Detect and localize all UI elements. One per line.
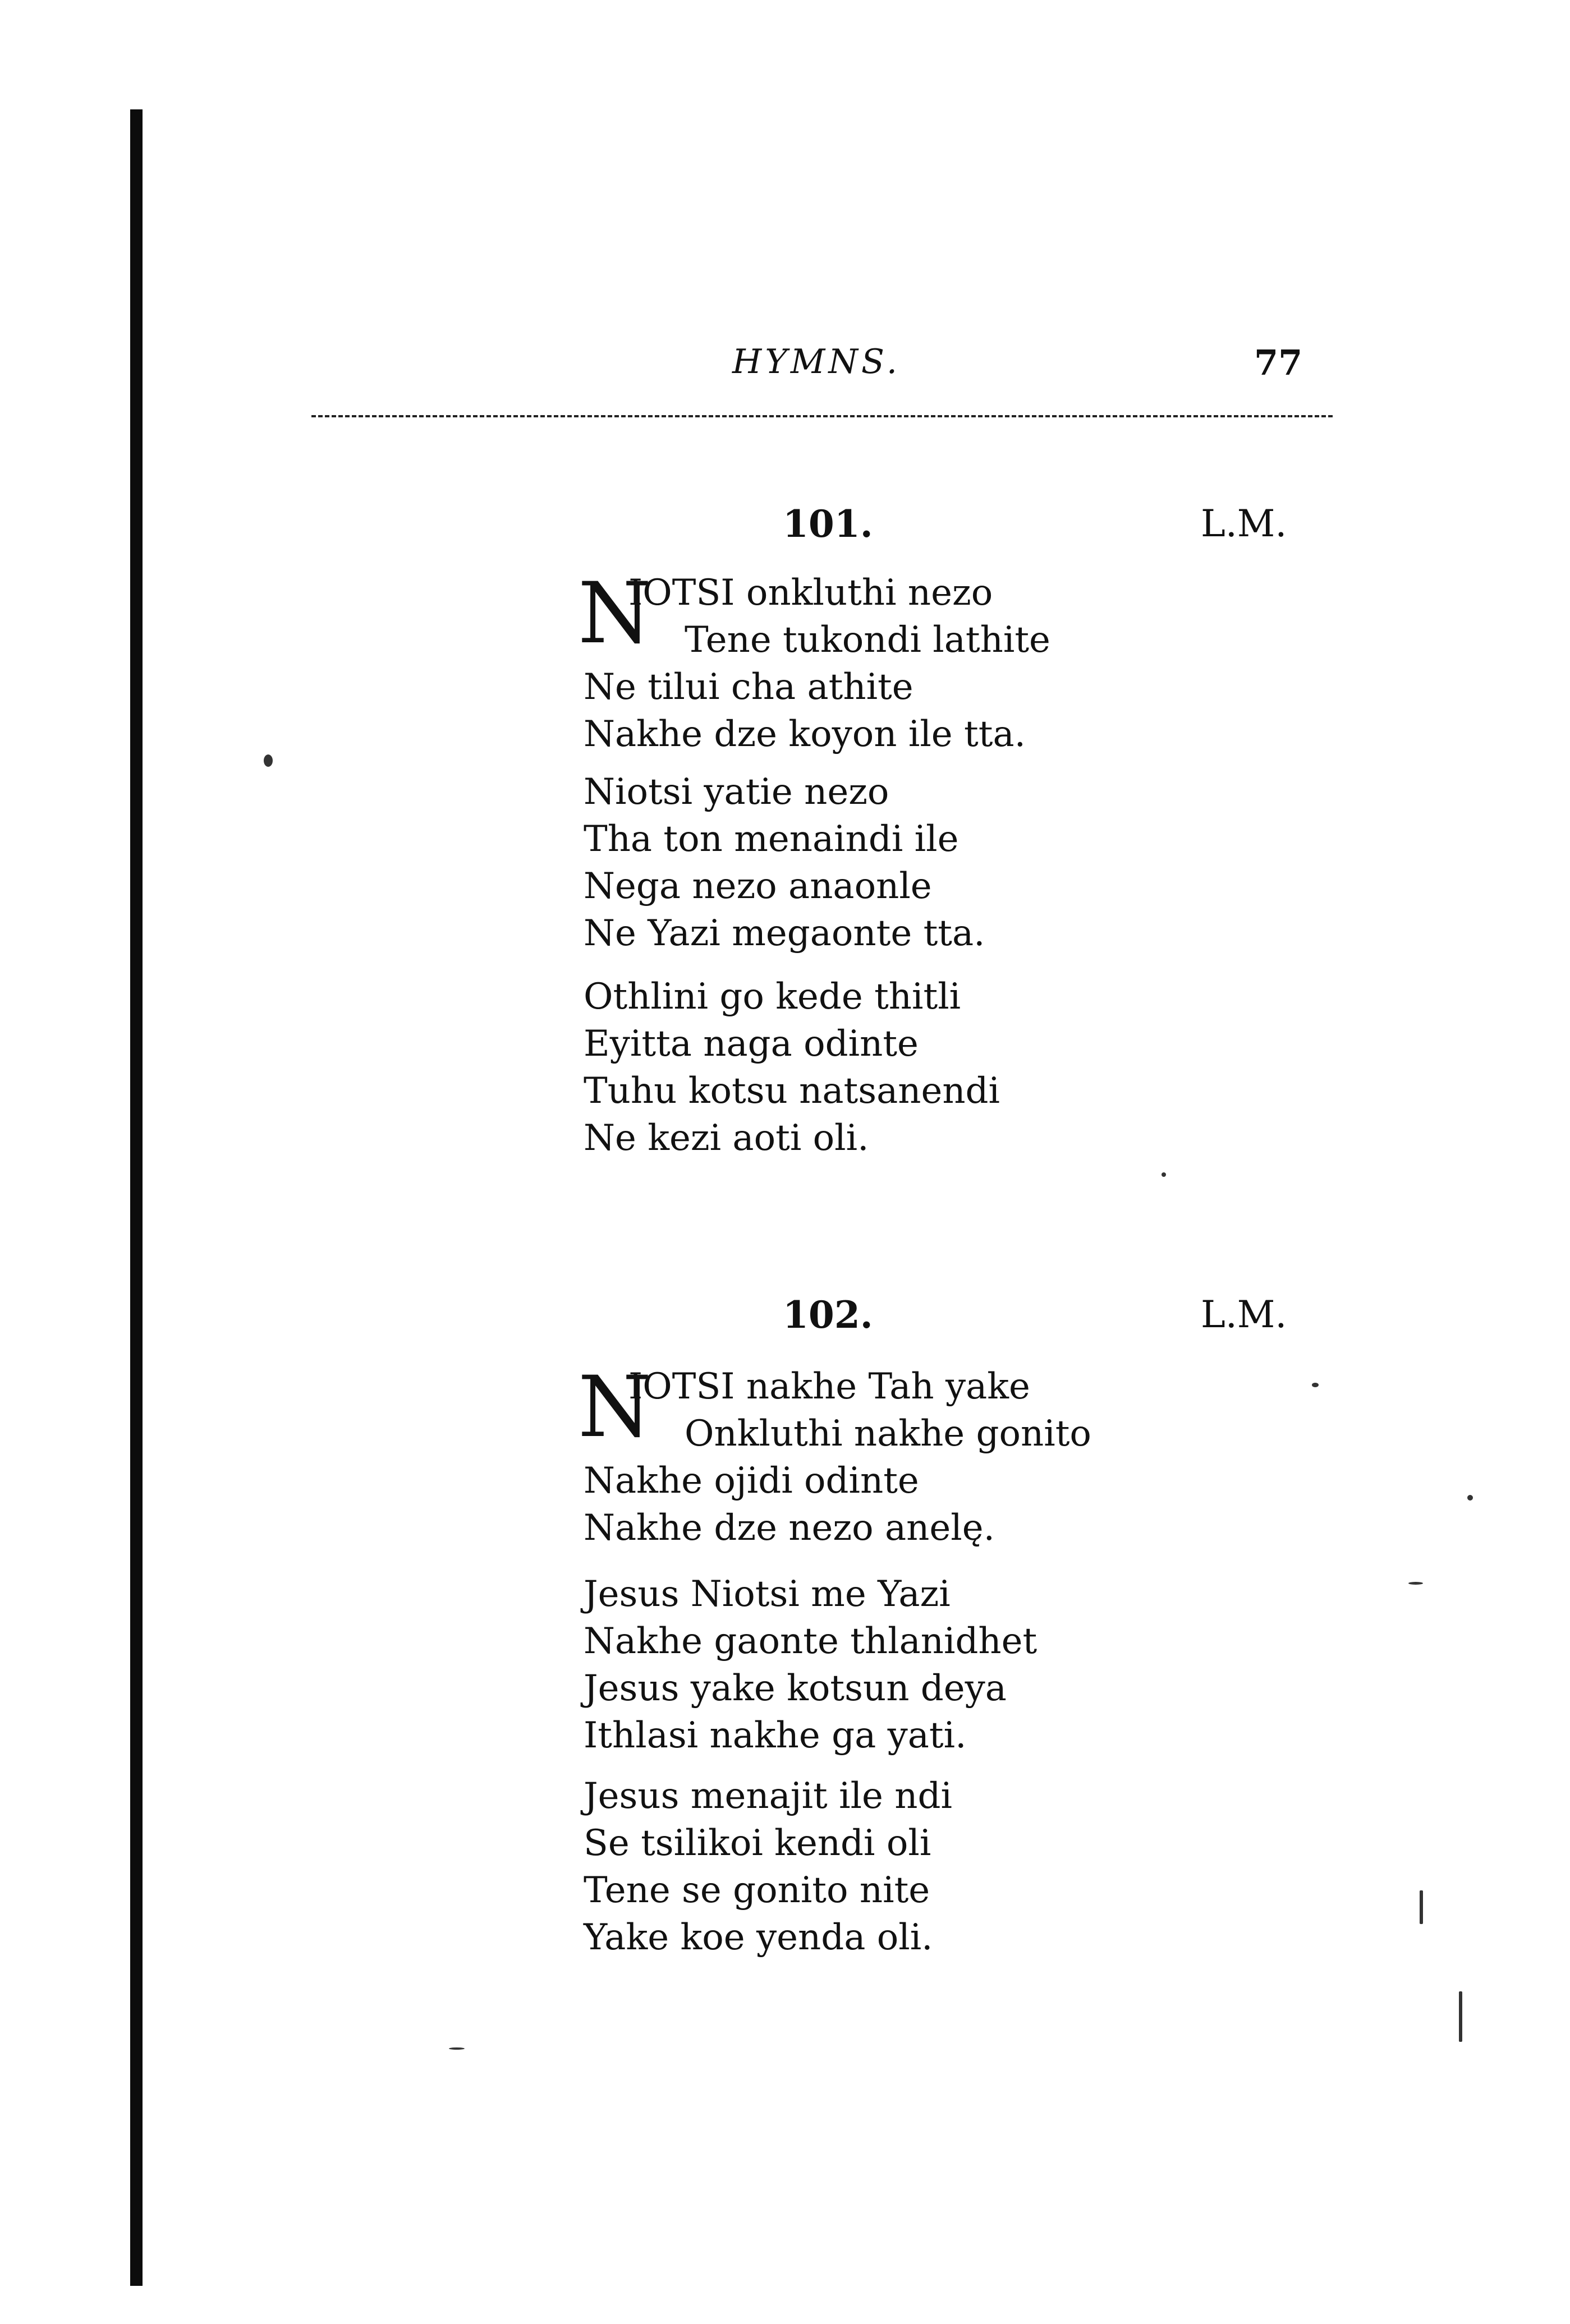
stanza-2 — [584, 1571, 1037, 1759]
scan-speck — [1408, 1582, 1423, 1585]
verse-line: Nega nezo anaonle — [584, 866, 932, 907]
scan-speck — [1467, 1495, 1473, 1501]
stanza-3 — [584, 973, 1000, 1162]
verse-line: Tene tukondi lathite — [685, 619, 1050, 661]
verse-line: Se tsilikoi kendi oli — [584, 1823, 931, 1864]
verse-line: Ne tilui cha athite — [584, 666, 913, 708]
scan-speck — [1162, 1172, 1166, 1177]
scan-speck — [264, 754, 273, 767]
drop-cap: N — [578, 1359, 652, 1456]
running-head — [0, 342, 1570, 393]
verse-line: Tha ton menaindi ile — [584, 818, 959, 860]
stanza-2 — [584, 768, 985, 957]
scan-speck — [1420, 1890, 1423, 1924]
verse-line: Jesus yake kotsun deya — [584, 1668, 1007, 1709]
binding-edge — [130, 109, 143, 2286]
verse-line: Eyitta naga odinte — [584, 1023, 919, 1065]
verse-line: Nakhe ojidi odinte — [584, 1460, 919, 1502]
verse-line: Ithlasi nakhe ga yati. — [584, 1715, 967, 1756]
verse-line: Jesus menajit ile ndi — [584, 1775, 952, 1817]
stanza-3 — [584, 1773, 952, 1961]
verse-line: Onkluthi nakhe gonito — [685, 1413, 1091, 1455]
verse-line: Nakhe dze nezo anelę. — [584, 1507, 995, 1549]
verse-line: Niotsi yatie nezo — [584, 771, 889, 813]
page-number: 77 — [1254, 342, 1303, 383]
verse-line: Tuhu kotsu natsanendi — [584, 1070, 1000, 1112]
header-rule — [311, 415, 1333, 417]
scan-speck — [1459, 1991, 1462, 2042]
verse-line-text: IOTSI onkluthi nezo — [628, 572, 993, 614]
hymn-meter: L.M. — [1201, 1293, 1287, 1336]
stanza-1 — [578, 565, 1050, 758]
verse-line-text: IOTSI nakhe Tah yake — [628, 1366, 1030, 1407]
hymn-number: 101. — [783, 502, 873, 546]
stanza-1 — [578, 1359, 1091, 1552]
scan-speck — [449, 2047, 465, 2050]
verse-line: Othlini go kede thitli — [584, 976, 961, 1018]
verse-line: Nakhe dze koyon ile tta. — [584, 714, 1026, 755]
verse-line: Tene se gonito nite — [584, 1870, 930, 1911]
verse-line: Jesus Niotsi me Yazi — [584, 1573, 951, 1615]
running-title: HYMNS. — [732, 342, 901, 381]
verse-line: Nakhe gaonte thlanidhet — [584, 1621, 1038, 1662]
hymn-number: 102. — [783, 1293, 873, 1337]
verse-line: Yake koe yenda oli. — [584, 1917, 933, 1958]
verse-line: Ne Yazi megaonte tta. — [584, 913, 985, 954]
drop-cap: N — [578, 565, 652, 662]
verse-line: Ne kezi aoti oli. — [584, 1117, 869, 1159]
hymn-meter: L.M. — [1201, 502, 1287, 545]
scan-speck — [1312, 1383, 1319, 1387]
